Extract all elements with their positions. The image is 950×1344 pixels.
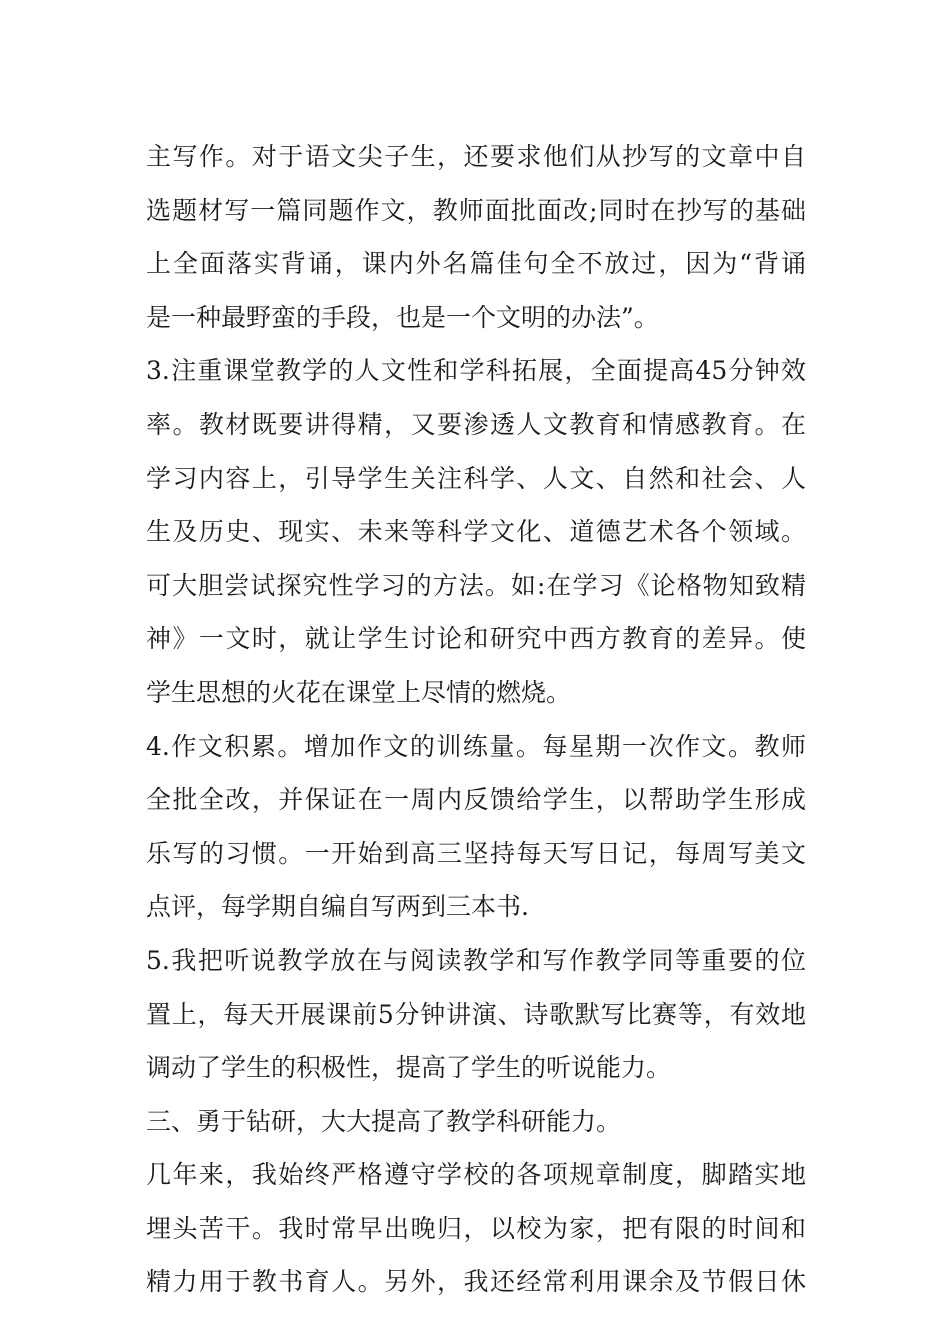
text-line: 三、勇于钻研，大大提高了教学科研能力。 xyxy=(146,1106,622,1136)
text-line: 5.我把听说教学放在与阅读教学和写作教学同等重要的位 xyxy=(146,945,806,975)
text-line: 学习内容上，引导学生关注科学、人文、自然和社会、人 xyxy=(146,463,806,493)
text-line: 生及历史、现实、未来等科学文化、道德艺术各个领域。 xyxy=(146,517,806,547)
document-body xyxy=(146,130,806,1309)
text-line: 精力用于教书育人。另外，我还经常利用课余及节假日休 xyxy=(146,1267,806,1297)
text-line: 全批全改，并保证在一周内反馈给学生，以帮助学生形成 xyxy=(146,785,806,815)
text-line: 调动了学生的积极性，提高了学生的听说能力。 xyxy=(146,1053,672,1083)
text-line: 点评，每学期自编自写两到三本书. xyxy=(146,892,529,922)
text-line: 选题材写一篇同题作文，教师面批面改;同时在抄写的基础 xyxy=(146,195,806,225)
text-line: 主写作。对于语文尖子生，还要求他们从抄写的文章中自 xyxy=(146,142,806,171)
text-line: 4.作文积累。增加作文的训练量。每星期一次作文。教师 xyxy=(146,731,806,761)
text-line: 可大胆尝试探究性学习的方法。如:在学习《论格物知致精 xyxy=(146,570,806,600)
text-line: 几年来，我始终严格遵守学校的各项规章制度，脚踏实地 xyxy=(146,1160,806,1190)
text-line: 乐写的习惯。一开始到高三坚持每天写日记，每周写美文 xyxy=(146,838,806,868)
text-line: 上全面落实背诵，课内外名篇佳句全不放过，因为“背诵 xyxy=(146,249,806,279)
text-line: 是一种最野蛮的手段，也是一个文明的办法”。 xyxy=(146,302,659,332)
text-line: 学生思想的火花在课堂上尽情的燃烧。 xyxy=(146,677,572,707)
text-line: 神》一文时，就让学生讨论和研究中西方教育的差异。使 xyxy=(146,624,806,654)
text-line: 率。教材既要讲得精，又要渗透人文教育和情感教育。在 xyxy=(146,409,806,439)
text-line: 3.注重课堂教学的人文性和学科拓展，全面提高45分钟效 xyxy=(146,356,806,386)
text-line: 埋头苦干。我时常早出晚归，以校为家，把有限的时间和 xyxy=(146,1213,806,1243)
text-line: 置上，每天开展课前5分钟讲演、诗歌默写比赛等，有效地 xyxy=(146,999,806,1029)
